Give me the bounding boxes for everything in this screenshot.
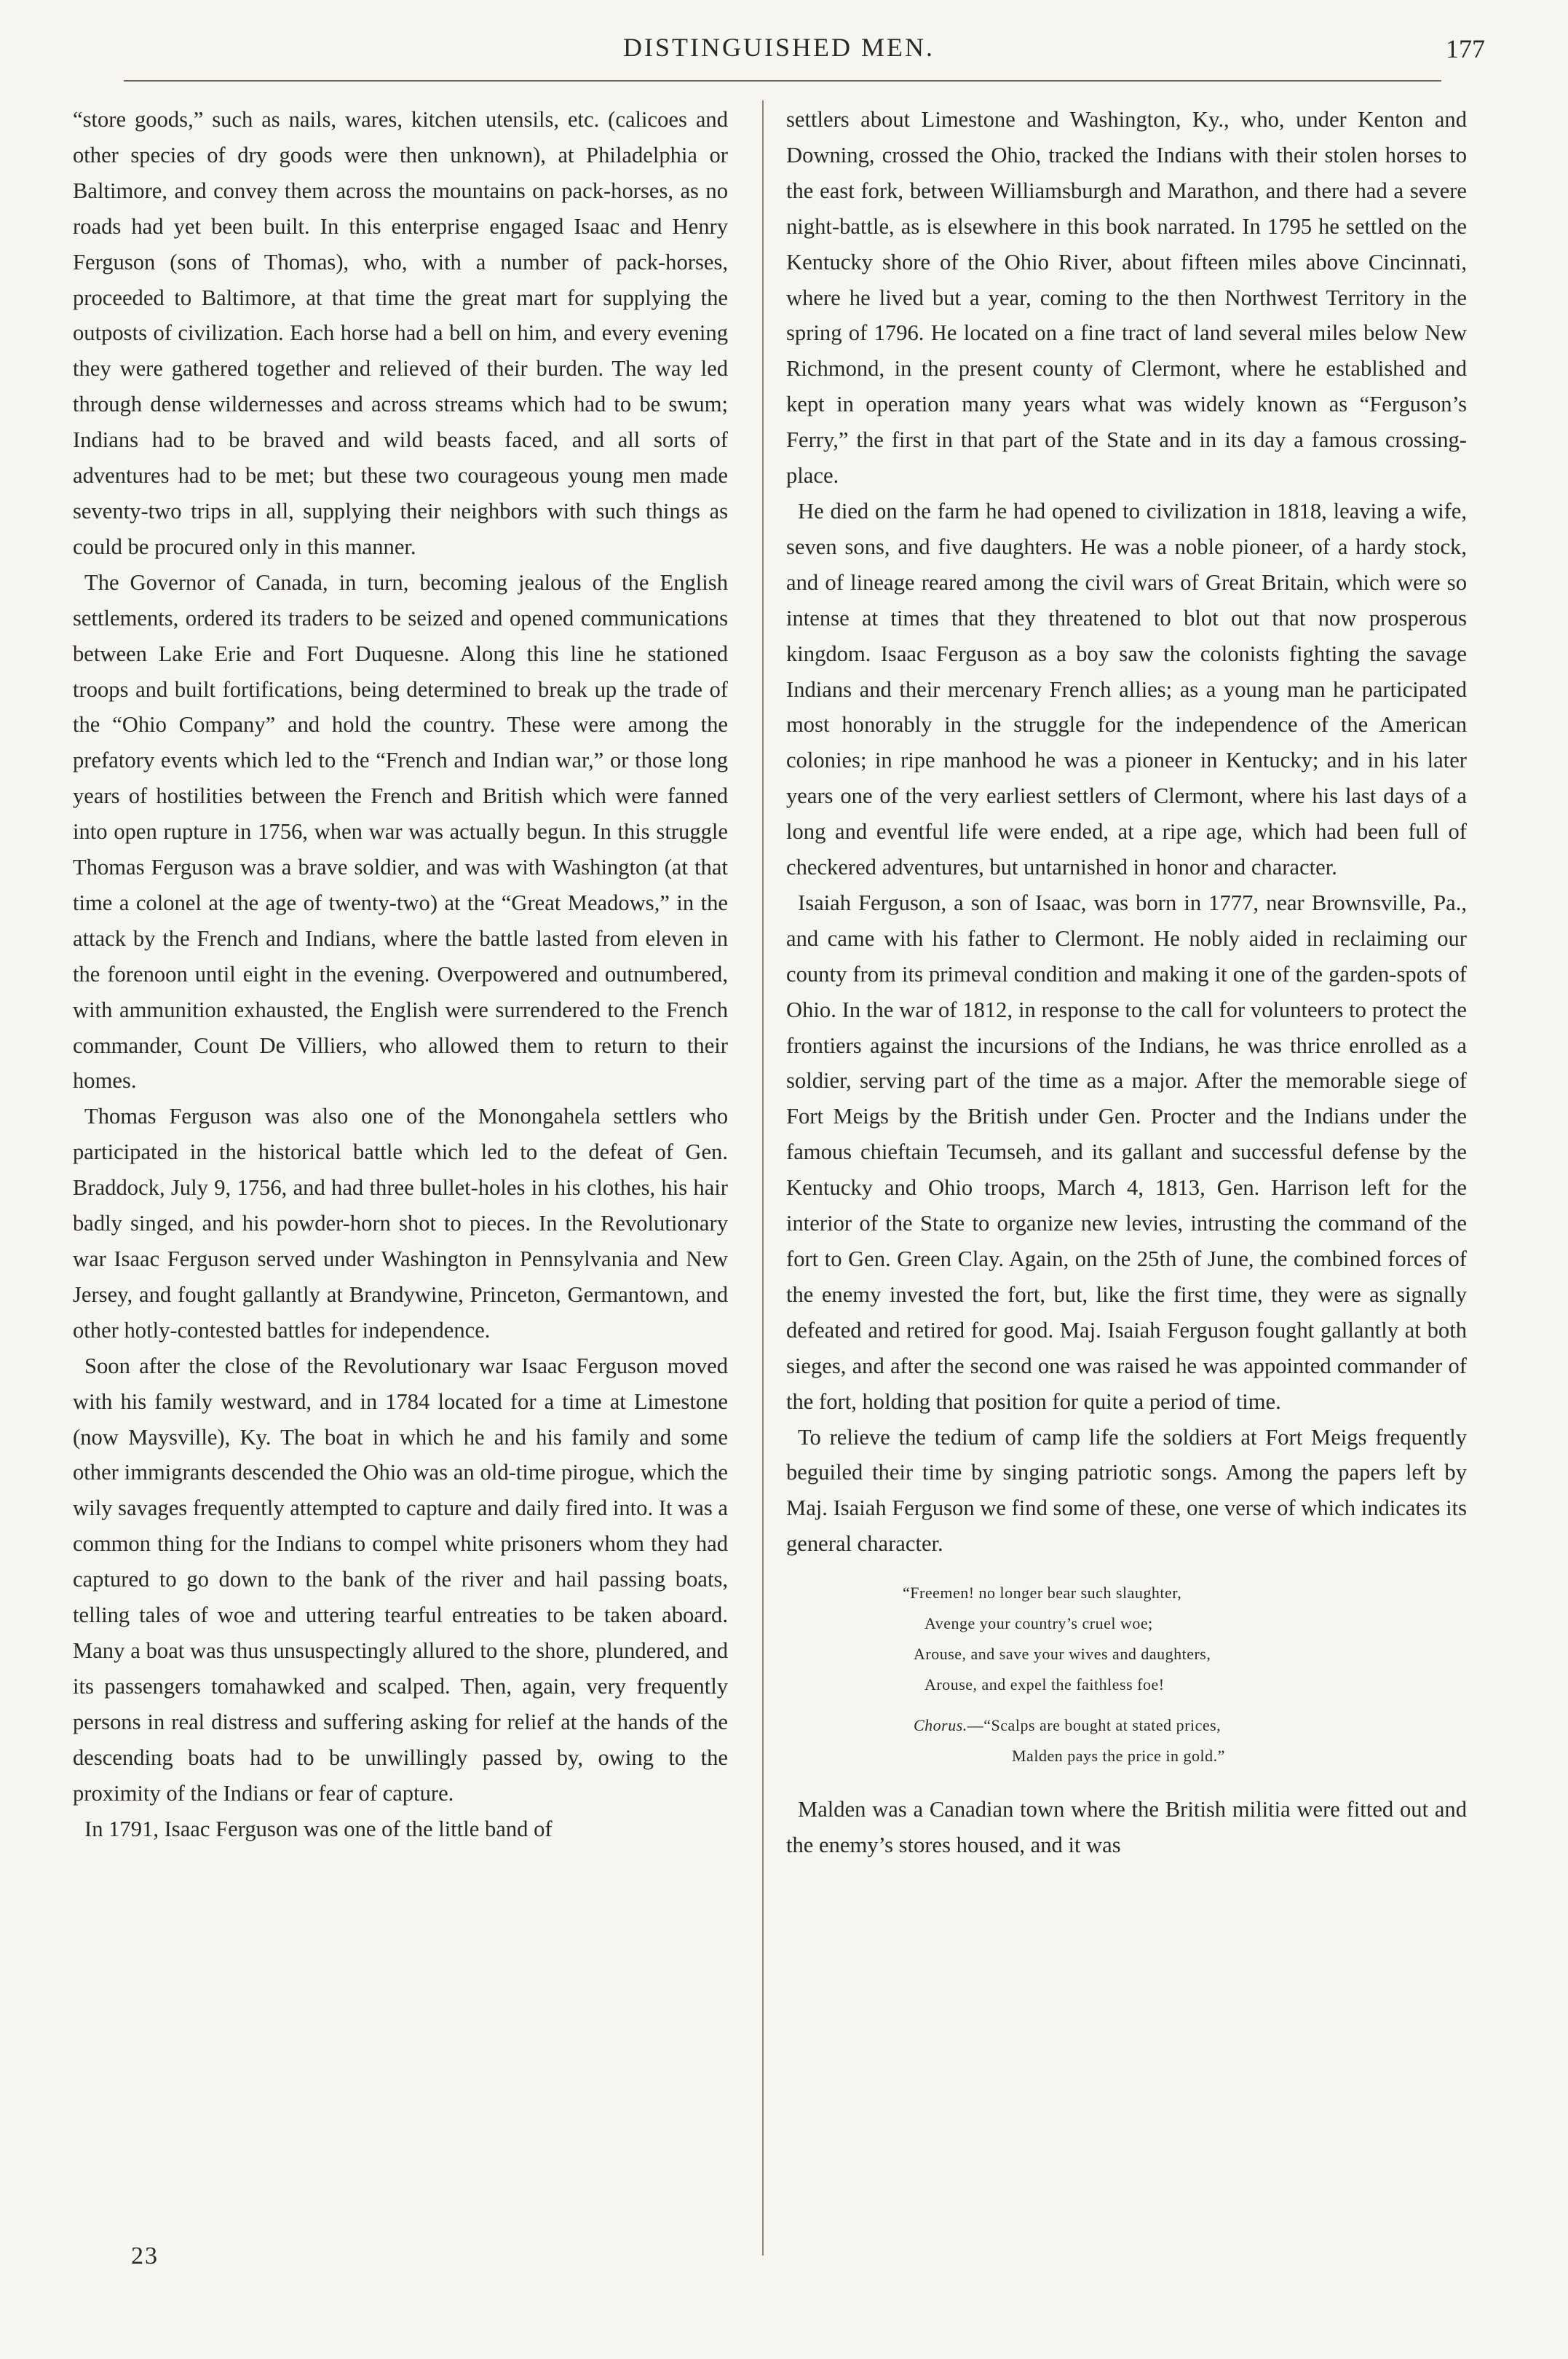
verse-line: Arouse, and save your wives and daughters, <box>914 1645 1211 1664</box>
paragraph: Soon after the close of the Revolutionary war Isaac Ferguson moved with his family westward, and in 1784 located for a time at Limestone (now Maysville), Ky. The boat in which he and his family and some other immigrants descended the Ohio was an old-time pirogue, which the wily savages frequently attempted to capture and daily fired into. It was a common thing for the Indians to compel white prisoners whom they had captured to go down to the bank of the river and hail passing boats, telling tales of woe and uttering tearful entreaties to be taken aboard. Many a boat was thus unsuspectingly allured to the shore, plundered, and its passengers tomahawked and scalped. Then, again, very frequently persons in real distress and suffering asking for relief at the hands of the descending boats had to be unwillingly passed by, owing to the proximity of the Indians or fear of capture. <box>73 1353 728 1806</box>
chorus-label: Chorus. <box>914 1716 967 1735</box>
paragraph: To relieve the tedium of camp life the soldiers at Fort Meigs frequently beguiled their time by singing patriotic songs. Among the papers left by Maj. Isaiah Ferguson we find some of these, one verse of which indicates its general character. <box>786 1424 1467 1557</box>
header-rule <box>124 80 1441 82</box>
paragraph: Isaiah Ferguson, a son of Isaac, was born in 1777, near Brownsville, Pa., and came with his father to Clermont. He nobly aided in reclaiming our county from its primeval condition and making it one of the garden-spots of Ohio. In the war of 1812, in response to the call for volunteers to protect the frontiers against the incursions of the Indians, he was thrice enrolled as a soldier, serving part of the time as a major. After the memorable siege of Fort Meigs by the British under Gen. Procter and the Indians under the famous chieftain Tecumseh, and its gallant and successful defense by the Kentucky and Ohio troops, March 4, 1813, Gen. Harrison left for the interior of the State to organize new levies, intrusting the command of the fort to Gen. Green Clay. Again, on the 25th of June, the combined forces of the enemy invested the fort, but, like the first time, they were as signally defeated and retired for good. Maj. Isaiah Ferguson fought gallantly at both sieges, and after the second one was raised he was appointed commander of the fort, holding that position for quite a period of time. <box>786 890 1467 1414</box>
page-title: DISTINGUISHED MEN. <box>623 33 935 62</box>
signature-mark: 23 <box>131 2243 159 2269</box>
right-column <box>786 102 1467 1863</box>
verse-line: Avenge your country’s cruel woe; <box>924 1614 1153 1633</box>
paragraph: “store goods,” such as nails, wares, kitchen utensils, etc. (calicoes and other species of dry goods were then unknown), at Philadelphia or Baltimore, and convey them across the mountains on pack-horses, as no roads had yet been built. In this enterprise engaged Isaac and Henry Ferguson (sons of Thomas), who, with a number of pack-horses, proceeded to Baltimore, at that time the great mart for supplying the outposts of civilization. Each horse had a bell on him, and every evening they were gathered together and relieved of their burden. The way led through dense wildernesses and across streams which had to be swum; Indians had to be braved and wild beasts faced, and all sorts of adventures had to be met; but these two courageous young men made seventy-two trips in all, supplying their neighbors with such things as could be procured only in this manner. <box>73 107 728 559</box>
paragraph: In 1791, Isaac Ferguson was one of the little band of <box>84 1816 553 1841</box>
paragraph: The Governor of Canada, in turn, becoming jealous of the English settlements, ordered its traders to be seized and opened communications between Lake Erie and Fort Duquesne. Along this line he stationed troops and built fortifications, being determined to break up the trade of the “Ohio Company” and hold the country. These were among the prefatory events which led to the “French and Indian war,” or those long years of hostilities between the French and British which were fanned into open rupture in 1756, when war was actually begun. In this struggle Thomas Ferguson was a brave soldier, and was with Washington (at that time a colonel at the age of twenty-two) at the “Great Meadows,” in the attack by the French and Indians, where the battle lasted from eleven in the forenoon until eight in the evening. Overpowered and outnumbered, with ammunition exhausted, the English were surrendered to the French commander, Count De Villiers, who allowed them to return to their homes. <box>73 569 728 1094</box>
chorus-line: Malden pays the price in gold.” <box>1012 1747 1225 1766</box>
verse-line: Arouse, and expel the faithless foe! <box>924 1675 1165 1694</box>
paragraph: Malden was a Canadian town where the British militia were fitted out and the enemy’s stores housed, and it was <box>786 1797 1467 1858</box>
verse-line: “Freemen! no longer bear such slaughter, <box>903 1584 1182 1603</box>
song-verse <box>786 1578 1467 1771</box>
column-divider <box>762 100 764 2256</box>
page-number: 177 <box>1446 34 1485 63</box>
chorus-text: —“Scalps are bought at stated prices, <box>967 1716 1221 1735</box>
left-column <box>73 102 728 1846</box>
paragraph: He died on the farm he had opened to civilization in 1818, leaving a wife, seven sons, and five daughters. He was a noble pioneer, of a hardy stock, and of lineage reared among the civil wars of Great Britain, which were so intense at times that they threatened to blot out that now prosperous kingdom. Isaac Ferguson as a boy saw the colonists fighting the savage Indians and their mercenary French allies; as a young man he participated most honorably in the struggle for the independence of the American colonies; in ripe manhood he was a pioneer in Kentucky; and in his later years one of the very earliest settlers of Clermont, where his last days of a long and eventful life were ended, at a ripe age, which had been full of checkered adventures, but untarnished in honor and character. <box>786 498 1467 880</box>
running-head <box>73 28 1485 71</box>
paragraph: Thomas Ferguson was also one of the Monongahela settlers who participated in the historical battle which led to the defeat of Gen. Braddock, July 9, 1756, and had three bullet-holes in his clothes, his hair badly singed, and his powder-horn shot to pieces. In the Revolutionary war Isaac Ferguson served under Washington in Pennsylvania and New Jersey, and fought gallantly at Brandywine, Princeton, Germantown, and other hotly-contested battles for independence. <box>73 1104 728 1343</box>
chorus-line <box>786 1710 1467 1741</box>
paragraph: settlers about Limestone and Washington, Ky., who, under Kenton and Downing, crossed the Ohio, tracked the Indians with their stolen horses to the east fork, between Williamsburgh and Marathon, and there had a severe night-battle, as is elsewhere in this book narrated. In 1795 he settled on the Kentucky shore of the Ohio River, about fifteen miles above Cincinnati, where he lived but a year, coming to the then Northwest Territory in the spring of 1796. He located on a fine tract of land several miles below New Richmond, in the present county of Clermont, where he established and kept in operation many years what was widely known as “Ferguson’s Ferry,” the first in that part of the State and in its day a famous crossing-place. <box>786 107 1467 489</box>
